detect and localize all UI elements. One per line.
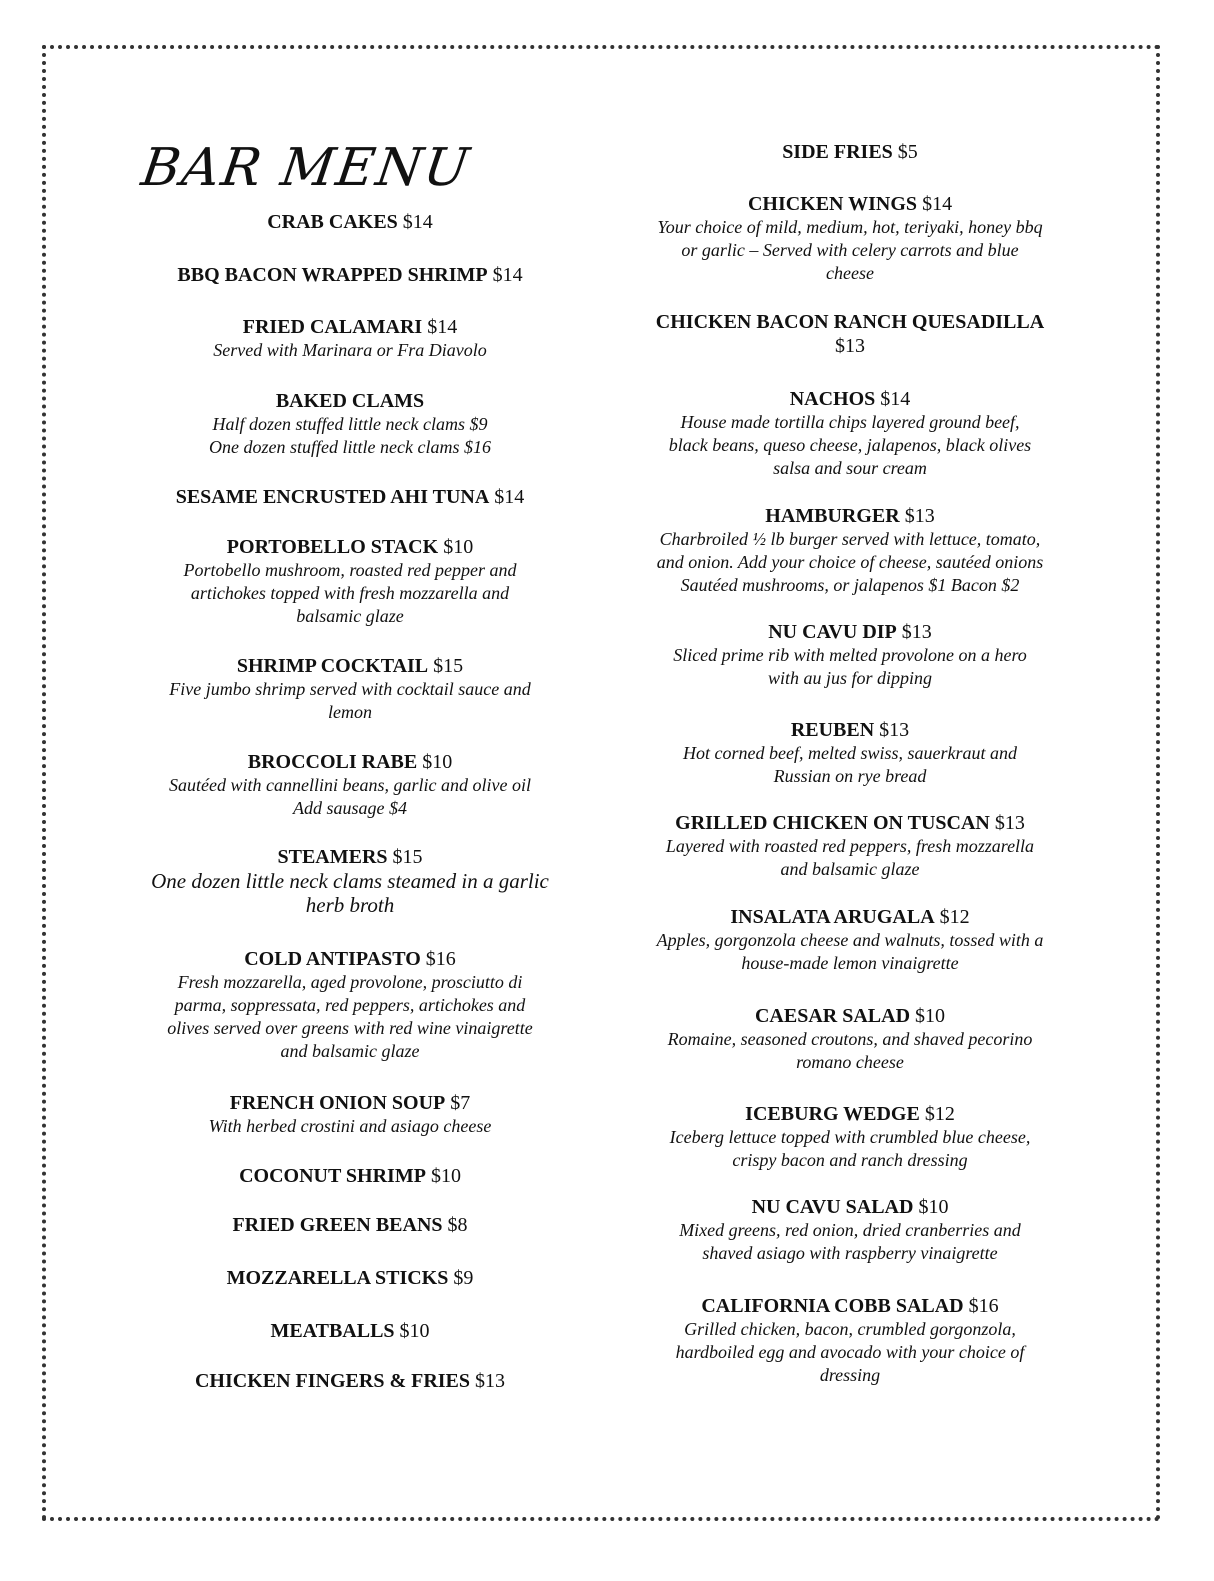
description-line: and onion. Add your choice of cheese, sautéed onions [656, 552, 1044, 572]
item-title [600, 192, 1100, 216]
item-title [125, 845, 575, 869]
description-line: One dozen stuffed little neck clams $16 [209, 437, 491, 457]
description-line: Sliced prime rib with melted provolone on a hero [673, 645, 1027, 665]
item-price: $16 [425, 948, 456, 970]
description-line: House made tortilla chips layered ground beef, [680, 412, 1020, 432]
description-line: romano cheese [796, 1052, 904, 1072]
item-price: $13 [835, 335, 865, 357]
item-description [125, 1115, 575, 1138]
item-price: $14 [427, 316, 458, 338]
menu-item [125, 1164, 575, 1188]
item-title [125, 1213, 575, 1237]
item-price: $15 [392, 846, 423, 868]
item-name: FRENCH ONION SOUP [229, 1092, 446, 1114]
menu-item [600, 504, 1100, 597]
item-name: CHICKEN FINGERS & FRIES [194, 1370, 471, 1392]
description-line: With herbed crostini and asiago cheese [208, 1116, 492, 1136]
item-price: $14 [402, 211, 433, 233]
description-line: and balsamic glaze [780, 859, 920, 879]
menu-item [600, 811, 1100, 881]
menu-item [600, 192, 1100, 285]
item-name: COLD ANTIPASTO [244, 948, 421, 970]
item-title [600, 1195, 1100, 1219]
item-description [125, 413, 575, 459]
description-line: salsa and sour cream [773, 458, 927, 478]
description-line: herb broth [305, 893, 395, 917]
menu-item [600, 387, 1100, 480]
item-title [600, 1294, 1100, 1318]
item-name: NU CAVU DIP [768, 621, 897, 643]
item-title [600, 811, 1100, 835]
item-title [125, 485, 575, 509]
item-title [125, 210, 575, 234]
menu-item [125, 1266, 575, 1290]
description-line: Five jumbo shrimp served with cocktail sauce and [169, 679, 531, 699]
item-name: STEAMERS [277, 846, 388, 868]
description-line: with au jus for dipping [767, 668, 933, 688]
item-name: CALIFORNIA COBB SALAD [701, 1295, 964, 1317]
description-line: Grilled chicken, bacon, crumbled gorgonzola, [684, 1319, 1016, 1339]
item-description [125, 339, 575, 362]
item-price: $10 [915, 1005, 946, 1027]
menu-item [125, 210, 575, 234]
menu-item [600, 1195, 1100, 1265]
item-name: REUBEN [790, 719, 875, 741]
menu-item [600, 718, 1100, 788]
description-line: and balsamic glaze [280, 1041, 420, 1061]
menu-item [125, 1091, 575, 1138]
item-price: $14 [922, 193, 953, 215]
item-price: $13 [904, 505, 935, 527]
description-line: Half dozen stuffed little neck clams $9 [212, 414, 488, 434]
item-price: $14 [880, 388, 911, 410]
menu-item [125, 485, 575, 509]
item-name: MOZZARELLA STICKS [226, 1267, 449, 1289]
item-title [125, 535, 575, 559]
description-line: artichokes topped with fresh mozzarella and [190, 583, 510, 603]
menu-item [125, 654, 575, 724]
menu-item [125, 845, 575, 917]
item-description [125, 869, 575, 917]
description-line: Portobello mushroom, roasted red pepper and [183, 560, 517, 580]
item-price: $10 [399, 1320, 430, 1342]
item-name: BROCCOLI RABE [247, 751, 418, 773]
item-price: $8 [447, 1214, 468, 1236]
description-line: Sautéed mushrooms, or jalapenos $1 Bacon $2 [680, 575, 1020, 595]
item-name: BAKED CLAMS [275, 390, 425, 412]
menu-item [125, 1319, 575, 1343]
item-description [600, 216, 1100, 285]
item-description [125, 678, 575, 724]
item-title [600, 504, 1100, 528]
menu-item [600, 905, 1100, 975]
description-line: Apples, gorgonzola cheese and walnuts, tossed with a [656, 930, 1044, 950]
description-line: olives served over greens with red wine vinaigrette [167, 1018, 533, 1038]
description-line: Fresh mozzarella, aged provolone, prosciutto di [177, 972, 523, 992]
description-line: Hot corned beef, melted swiss, sauerkraut and [683, 743, 1017, 763]
menu-item [600, 1102, 1100, 1172]
menu-item [125, 263, 575, 287]
item-description [125, 774, 575, 820]
menu-item [600, 620, 1100, 690]
item-title [600, 1102, 1100, 1126]
item-description [600, 644, 1100, 690]
description-line: Russian on rye bread [773, 766, 927, 786]
menu-item [600, 1004, 1100, 1074]
item-name: COCONUT SHRIMP [239, 1165, 426, 1187]
description-line: Mixed greens, red onion, dried cranberries and [679, 1220, 1021, 1240]
item-title [125, 263, 575, 287]
item-title [600, 718, 1100, 742]
description-line: One dozen little neck clams steamed in a garlic [151, 869, 549, 893]
description-line: dressing [819, 1365, 881, 1385]
description-line: lemon [328, 702, 372, 722]
item-name: HAMBURGER [765, 505, 900, 527]
item-price: $5 [897, 141, 918, 163]
item-title [600, 620, 1100, 644]
item-name: NU CAVU SALAD [751, 1196, 914, 1218]
item-name: FRIED GREEN BEANS [232, 1214, 443, 1236]
item-name: MEATBALLS [270, 1320, 395, 1342]
menu-title: BAR MENU [137, 138, 475, 198]
item-price: $16 [968, 1295, 999, 1317]
item-title [600, 1004, 1100, 1028]
description-line: Charbroiled ½ lb burger served with lettuce, tomato, [659, 529, 1041, 549]
item-name: INSALATA ARUGALA [730, 906, 935, 928]
menu-item [600, 310, 1100, 358]
item-name: GRILLED CHICKEN ON TUSCAN [675, 812, 990, 834]
description-line: hardboiled egg and avocado with your choice of [675, 1342, 1025, 1362]
item-price: $10 [918, 1196, 949, 1218]
item-title [125, 750, 575, 774]
item-description [600, 411, 1100, 480]
description-line: shaved asiago with raspberry vinaigrette [702, 1243, 998, 1263]
item-name: FRIED CALAMARI [242, 316, 423, 338]
item-price: $13 [994, 812, 1025, 834]
item-description [600, 1126, 1100, 1172]
menu-item [125, 389, 575, 459]
description-line: crispy bacon and ranch dressing [732, 1150, 968, 1170]
item-title [600, 387, 1100, 411]
item-name: CRAB CAKES [267, 211, 398, 233]
description-line: Served with Marinara or Fra Diavolo [213, 340, 487, 360]
item-price: $10 [443, 536, 474, 558]
description-line: Iceberg lettuce topped with crumbled blue cheese, [669, 1127, 1031, 1147]
item-title [125, 1319, 575, 1343]
item-description [600, 929, 1100, 975]
description-line: black beans, queso cheese, jalapenos, black olives [668, 435, 1032, 455]
description-line: Add sausage $4 [293, 798, 407, 818]
item-description [600, 528, 1100, 597]
description-line: or garlic – Served with celery carrots and blue [681, 240, 1019, 260]
menu-item [125, 535, 575, 628]
item-price: $10 [422, 751, 453, 773]
item-name: NACHOS [789, 388, 876, 410]
description-line: Layered with roasted red peppers, fresh mozzarella [665, 836, 1035, 856]
item-description [600, 1219, 1100, 1265]
item-title [125, 315, 575, 339]
item-title [125, 1091, 575, 1115]
description-line: balsamic glaze [296, 606, 404, 626]
menu-item [125, 1213, 575, 1237]
item-price: $9 [453, 1267, 474, 1289]
menu-item [125, 750, 575, 820]
item-name: CHICKEN BACON RANCH QUESADILLA [655, 311, 1045, 333]
item-description [600, 835, 1100, 881]
item-price: $12 [939, 906, 970, 928]
menu-item [125, 315, 575, 362]
item-price: $13 [879, 719, 910, 741]
item-name: SHRIMP COCKTAIL [236, 655, 429, 677]
item-price: $13 [475, 1370, 506, 1392]
item-title [125, 1369, 575, 1393]
menu-item [600, 1294, 1100, 1387]
item-title [600, 310, 1100, 358]
item-name: CAESAR SALAD [754, 1005, 911, 1027]
item-description [600, 1318, 1100, 1387]
item-name: CHICKEN WINGS [747, 193, 918, 215]
description-line: Sautéed with cannellini beans, garlic and olive oil [169, 775, 531, 795]
description-line: Your choice of mild, medium, hot, teriyaki, honey bbq [657, 217, 1043, 237]
menu-item [125, 947, 575, 1063]
item-title [125, 947, 575, 971]
item-price: $12 [924, 1103, 955, 1125]
item-price: $7 [450, 1092, 471, 1114]
item-name: ICEBURG WEDGE [745, 1103, 920, 1125]
item-title [125, 389, 575, 413]
description-line: cheese [826, 263, 874, 283]
item-price: $14 [494, 486, 525, 508]
menu-item [125, 1369, 575, 1393]
item-name: SIDE FRIES [782, 141, 893, 163]
item-title [600, 905, 1100, 929]
item-description [600, 742, 1100, 788]
item-description [600, 1028, 1100, 1074]
item-name: SESAME ENCRUSTED AHI TUNA [175, 486, 490, 508]
item-price: $10 [430, 1165, 461, 1187]
item-price: $13 [901, 621, 932, 643]
description-line: house-made lemon vinaigrette [741, 953, 959, 973]
item-name: BBQ BACON WRAPPED SHRIMP [177, 264, 488, 286]
item-title [600, 140, 1100, 164]
menu-item [600, 140, 1100, 164]
description-line: parma, soppressata, red peppers, artichokes and [174, 995, 526, 1015]
item-title [125, 654, 575, 678]
item-description [125, 559, 575, 628]
item-title [125, 1164, 575, 1188]
description-line: Romaine, seasoned croutons, and shaved pecorino [667, 1029, 1033, 1049]
item-title [125, 1266, 575, 1290]
item-name: PORTOBELLO STACK [226, 536, 439, 558]
item-price: $15 [433, 655, 464, 677]
item-description [125, 971, 575, 1063]
item-price: $14 [492, 264, 523, 286]
